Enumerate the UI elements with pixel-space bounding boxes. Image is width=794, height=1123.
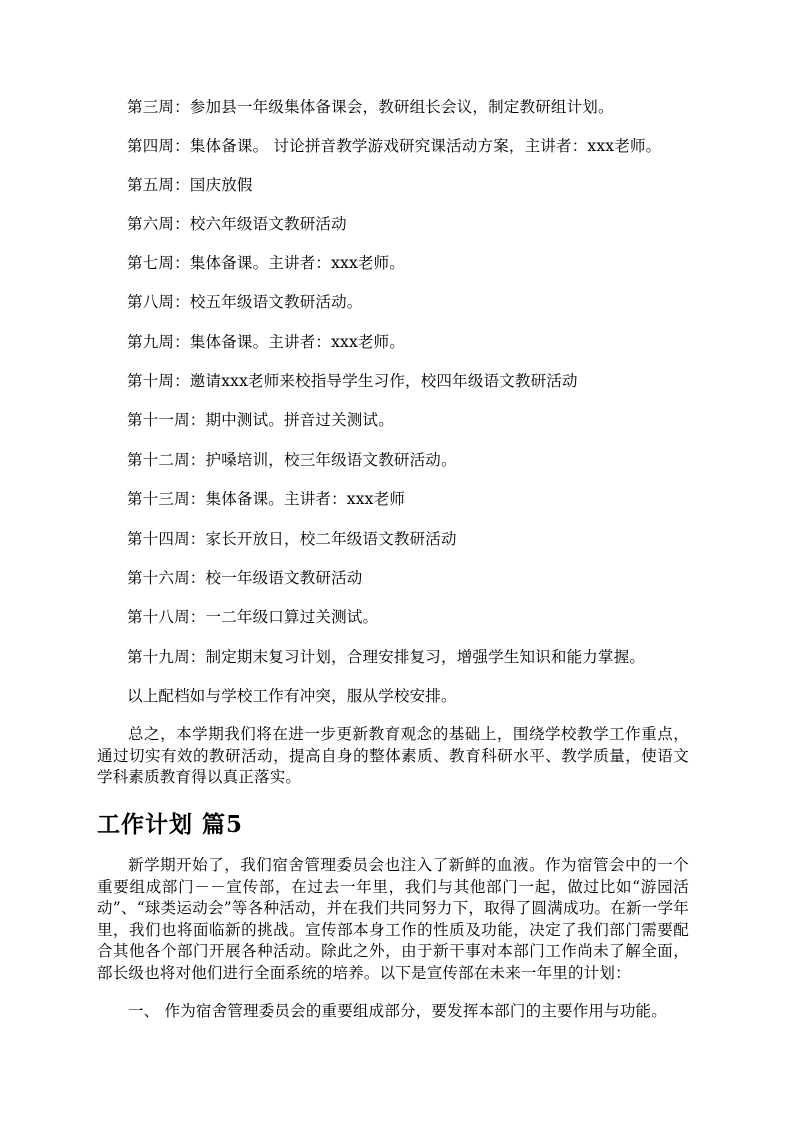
schedule-week-10: 第十周：邀请xxx老师来校指导学生习作，校四年级语文教研活动 bbox=[127, 372, 578, 390]
schedule-week-3: 第三周：参加县一年级集体备课会，教研组长会议，制定教研组计划。 bbox=[127, 98, 614, 116]
schedule-week-4: 第四周：集体备课。 讨论拼音教学游戏研究课活动方案，主讲者：xxx老师。 bbox=[127, 137, 662, 155]
schedule-week-8: 第八周：校五年级语文教研活动。 bbox=[127, 293, 363, 311]
schedule-week-16: 第十六周：校一年级语文教研活动 bbox=[127, 569, 363, 587]
schedule-week-9: 第九周：集体备课。主讲者：xxx老师。 bbox=[127, 333, 406, 351]
schedule-note: 以上配档如与学校工作有冲突，服从学校安排。 bbox=[127, 687, 457, 705]
summary-paragraph: 总之，本学期我们将在进一步更新教育观念的基础上，围绕学校教学工作重点，通过切实有效的教研活动，提高自身的整体素质、教育科研水平、教学质量，使语文学科素质教育得以真正落实。 bbox=[97, 725, 689, 786]
schedule-week-12: 第十二周：护嗓培训，校三年级语文教研活动。 bbox=[127, 451, 457, 469]
schedule-week-13: 第十三周：集体备课。主讲者：xxx老师 bbox=[127, 490, 406, 508]
intro-paragraph: 新学期开始了，我们宿舍管理委员会也注入了新鲜的血液。作为宿管会中的一个重要组成部门－－宣传部，在过去一年里，我们与其他部门一起，做过比如“游园活动”、“球类运动会”等各种活动，并在我们共同努力下，取得了圆满成功。在新一学年里，我们也将面临新的挑战。宣传部本身工作的性质及功能，决定了我们部门需要配合其他各个部门开展各种活动。除此之外，由于新干事对本部门工作尚未了解全面，部长级也将对他们进行全面系统的培养。以下是宣传部在未来一年里的计划： bbox=[97, 856, 689, 982]
schedule-week-6: 第六周：校六年级语文教研活动 bbox=[127, 215, 347, 233]
schedule-week-11: 第十一周：期中测试。拼音过关测试。 bbox=[127, 411, 394, 429]
point-one: 一、 作为宿舍管理委员会的重要组成部分，要发挥本部门的主要作用与功能。 bbox=[128, 1002, 667, 1020]
schedule-week-19: 第十九周：制定期末复习计划，合理安排复习，增强学生知识和能力掌握。 bbox=[127, 648, 646, 666]
schedule-week-18: 第十八周：一二年级口算过关测试。 bbox=[127, 608, 379, 626]
schedule-week-7: 第七周：集体备课。主讲者：xxx老师。 bbox=[127, 254, 406, 272]
section-heading: 工作计划 篇5 bbox=[97, 811, 244, 838]
schedule-week-14: 第十四周：家长开放日，校二年级语文教研活动 bbox=[127, 530, 457, 548]
schedule-week-5: 第五周：国庆放假 bbox=[127, 176, 253, 194]
